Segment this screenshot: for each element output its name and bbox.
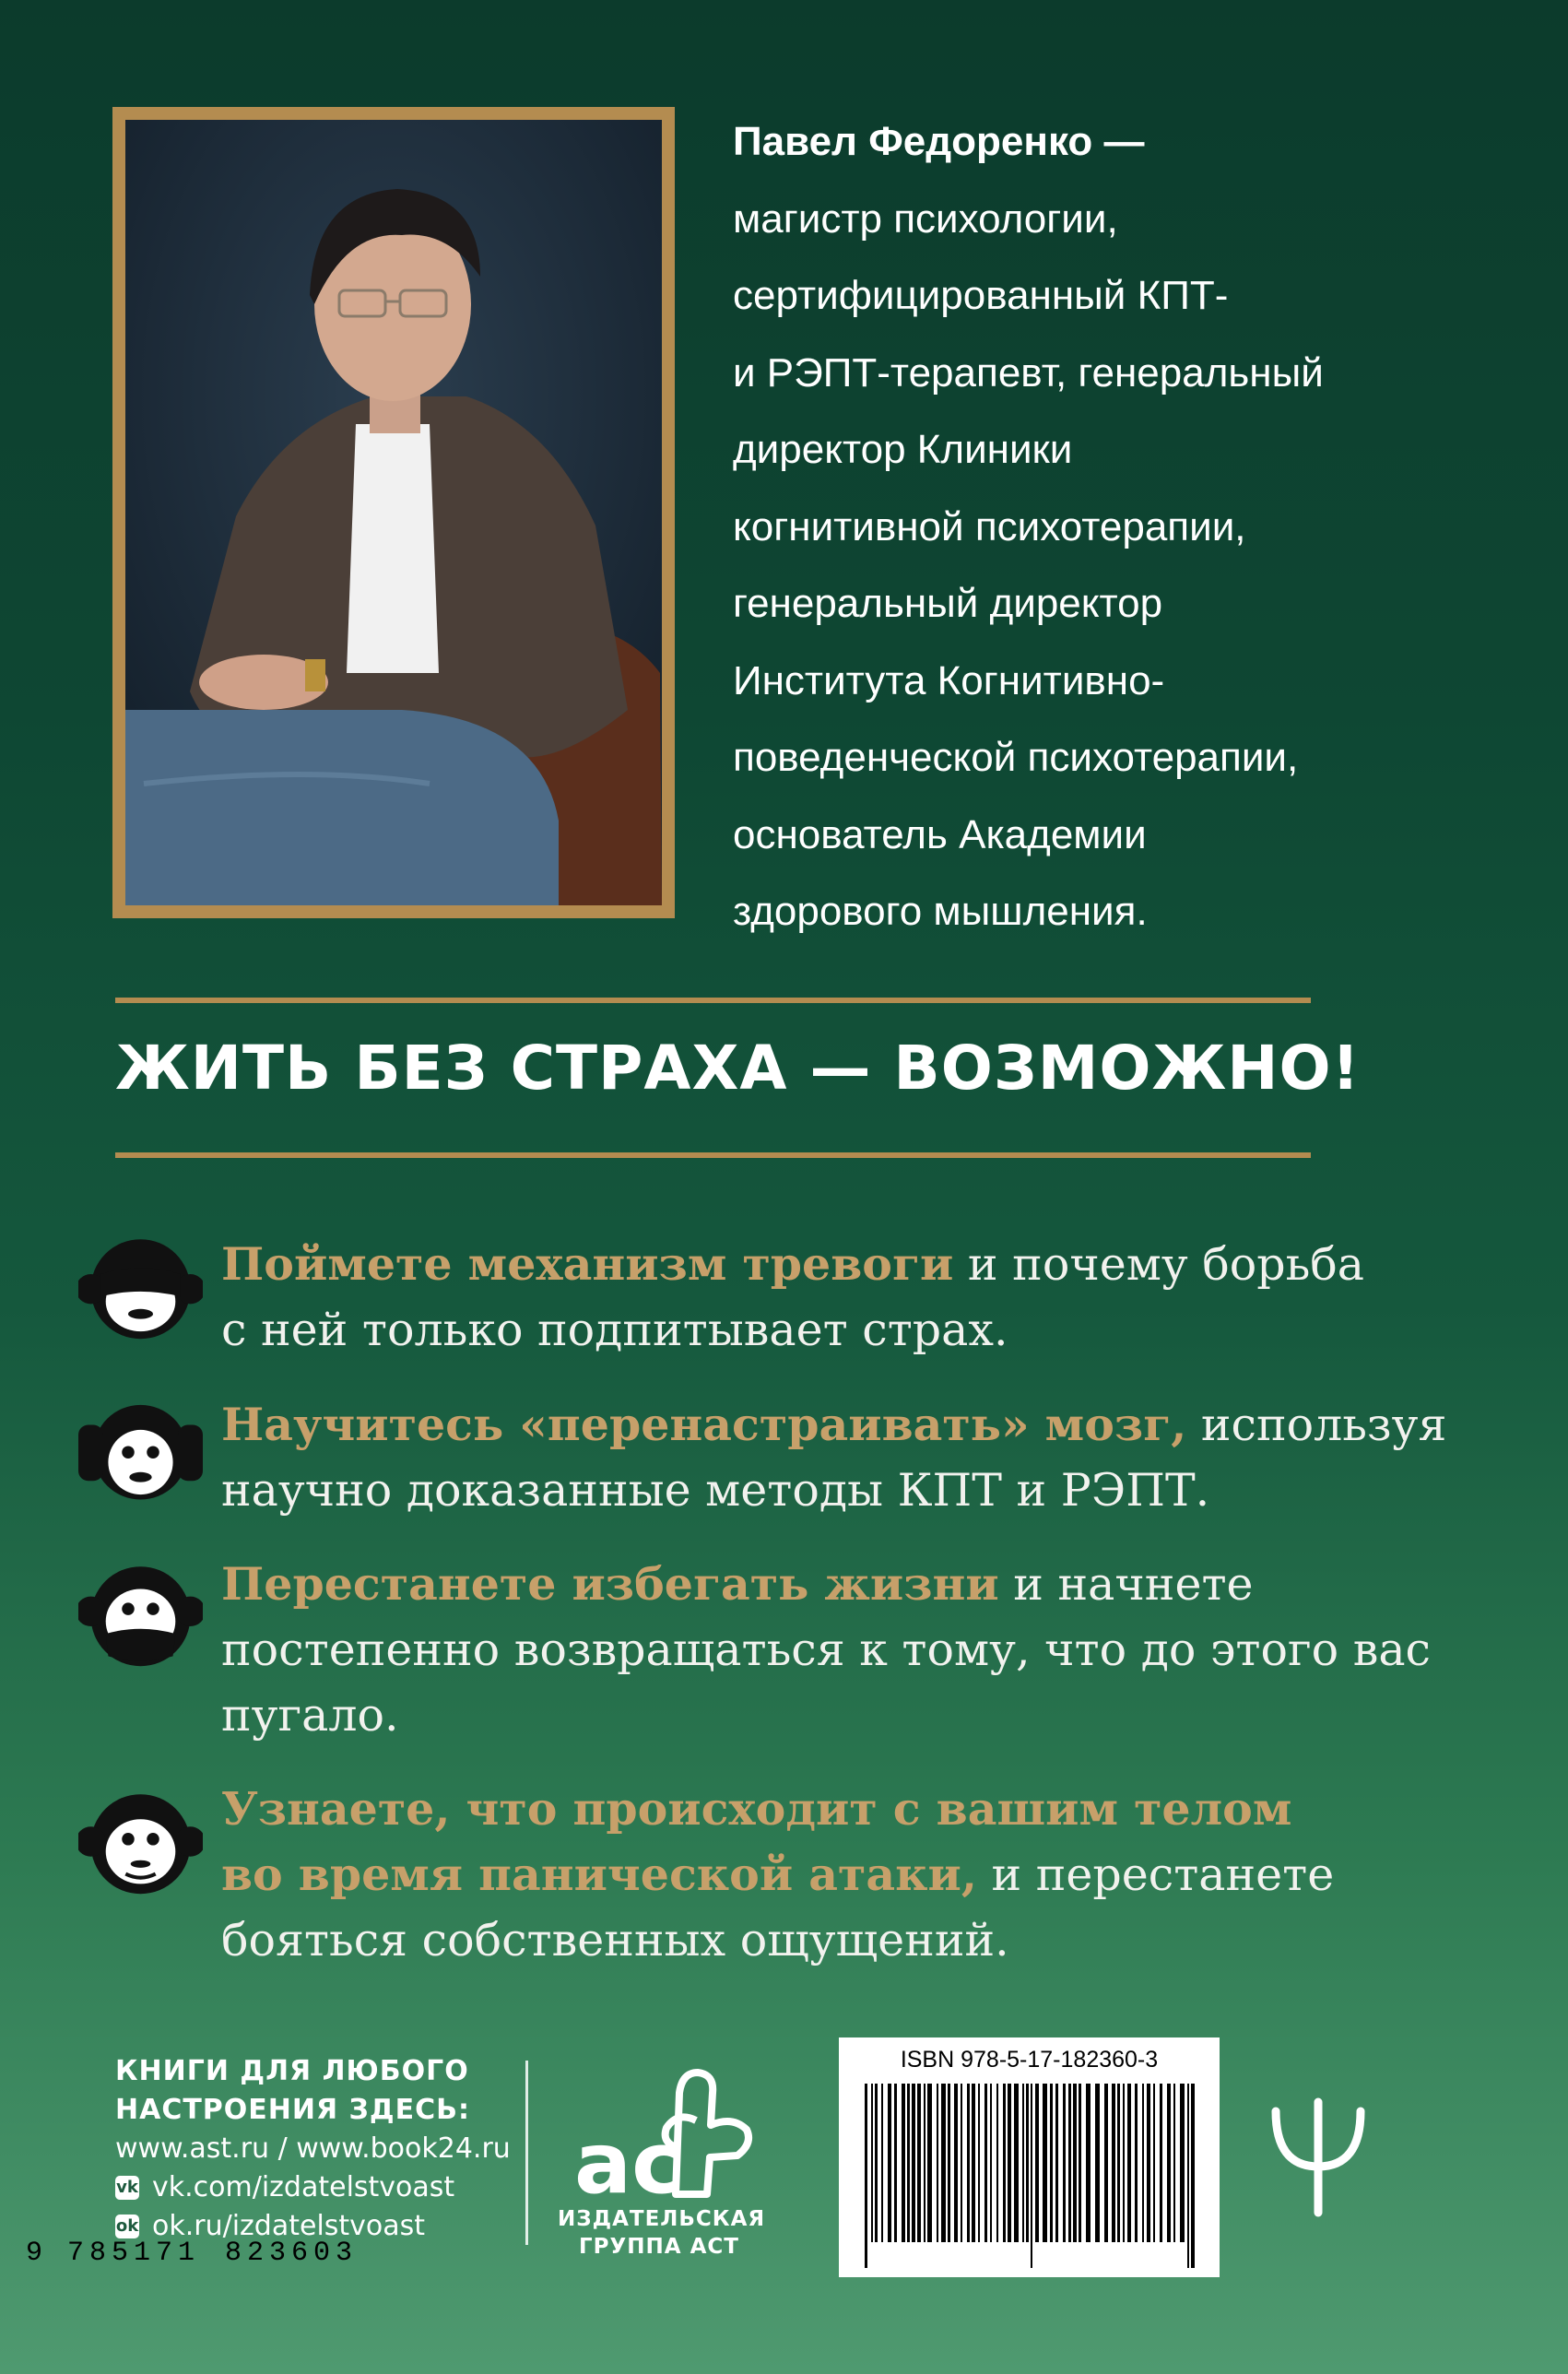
barcode-bar (871, 2084, 873, 2242)
benefit-text: пугало. (221, 1689, 399, 1742)
ok-icon: ok (115, 2215, 139, 2238)
contacts-heading: КНИГИ ДЛЯ ЛЮБОГО (115, 2055, 469, 2087)
barcode-bar (924, 2084, 925, 2242)
barcode-bar (865, 2084, 867, 2268)
barcode-bar (1147, 2084, 1150, 2242)
barcode-bar (881, 2084, 883, 2242)
benefit-text: научно доказанные методы КПТ и РЭПТ. (221, 1464, 1210, 1517)
ean-digit-group: 9 (26, 2238, 43, 2269)
footer-divider (525, 2061, 528, 2245)
barcode-bar (1153, 2084, 1155, 2242)
bio-line: основатель Академии (733, 811, 1147, 857)
benefit-highlight: Перестанете избегать жизни (221, 1557, 999, 1611)
publisher-caption-line: ГРУППА АСТ (579, 2235, 739, 2259)
bio-line: магистр психологии, (733, 195, 1118, 242)
barcode-bar (875, 2084, 878, 2242)
divider-top (115, 998, 1311, 1003)
bio-line: директор Клиники (733, 427, 1073, 472)
barcode-bar (1117, 2084, 1120, 2242)
monkey-face-icon (78, 1779, 203, 1904)
barcode-bar (996, 2084, 998, 2242)
monkey-speak-no-evil-icon (78, 1552, 203, 1676)
barcode-bar (1073, 2084, 1077, 2242)
barcode-bar (984, 2084, 987, 2242)
barcode-bar (941, 2084, 946, 2242)
barcode-bar (1142, 2084, 1144, 2242)
barcode-bar (978, 2084, 980, 2242)
bio-line: генеральный директор (733, 581, 1163, 626)
barcode-bar (972, 2084, 975, 2242)
barcode-bar (917, 2084, 921, 2242)
barcode-bar (937, 2084, 938, 2242)
barcode-bar (1079, 2084, 1081, 2242)
benefit-highlight: во время панической атаки, (221, 1848, 977, 1901)
bio-line: сертифицированный КПТ- (733, 273, 1229, 318)
barcode-bar (1068, 2084, 1071, 2242)
barcode-bar (902, 2084, 905, 2242)
barcode-bar (927, 2084, 932, 2242)
barcode-bar (1026, 2084, 1029, 2242)
barcode-bar (954, 2084, 958, 2242)
barcode-bar (1123, 2084, 1125, 2242)
isbn-barcode (839, 2037, 1220, 2277)
bio-line: здорового мышления. (733, 889, 1148, 934)
barcode-bar (967, 2084, 970, 2242)
barcode-bar (1187, 2084, 1189, 2268)
barcode-bar (1031, 2084, 1032, 2268)
author-bio (733, 103, 1397, 951)
benefit-item (221, 1552, 1431, 1748)
barcode-bar (912, 2084, 915, 2242)
psi-icon (1263, 2093, 1373, 2222)
benefit-item (221, 1232, 1373, 1363)
contacts-heading: НАСТРОЕНИЯ ЗДЕСЬ: (115, 2094, 470, 2126)
barcode-bar (990, 2084, 992, 2242)
publisher-caption (558, 2205, 766, 2261)
vk-link[interactable] (115, 2168, 511, 2207)
barcode-bar (1135, 2084, 1138, 2242)
barcode-bar (1104, 2084, 1108, 2242)
barcode-bar (948, 2084, 950, 2242)
monkey-see-no-evil-icon (78, 1224, 203, 1349)
ean-digit-group: 785171 (66, 2238, 200, 2269)
barcode-bar (1003, 2084, 1006, 2242)
barcode-bar (1095, 2084, 1100, 2242)
benefit-text: с ней только подпитывает страх. (221, 1304, 1008, 1356)
barcode-bar (888, 2084, 891, 2242)
barcode-bar (1055, 2084, 1058, 2242)
barcode-bar (1127, 2084, 1131, 2242)
vk-icon: vk (115, 2176, 139, 2200)
barcode-bar (1063, 2084, 1066, 2242)
divider-bottom (115, 1152, 1311, 1158)
benefit-highlight: Поймете механизм тревоги (221, 1237, 954, 1291)
benefit-item (221, 1777, 1373, 1973)
barcode-bar (1014, 2084, 1019, 2242)
vk-link-text: vk.com/izdatelstvoast (152, 2171, 455, 2203)
barcode-bar (1050, 2084, 1053, 2242)
barcode-bar (1022, 2084, 1024, 2242)
benefit-text: используя (1186, 1399, 1447, 1451)
ean-digit-group: 823603 (224, 2238, 358, 2269)
benefit-text: и начнете (998, 1558, 1254, 1611)
benefit-text: бояться собственных ощущений. (221, 1914, 1009, 1967)
ok-link-text: ok.ru/izdatelstvoast (152, 2210, 426, 2242)
barcode-bar (1160, 2084, 1162, 2242)
publisher-caption-line: ИЗДАТЕЛЬСКАЯ (558, 2207, 766, 2231)
ast-logo-text: ac (574, 2114, 682, 2213)
barcode-digits (26, 2238, 358, 2269)
barcode-bar (894, 2084, 897, 2242)
benefit-text: и почему борьба (953, 1238, 1364, 1291)
barcode-bar (1035, 2084, 1039, 2242)
website-links[interactable]: www.ast.ru / www.book24.ru (115, 2132, 511, 2165)
barcode-bar (1043, 2084, 1047, 2242)
headline: ЖИТЬ БЕЗ СТРАХА — ВОЗМОЖНО! (115, 1033, 1361, 1104)
barcode-bar (1191, 2084, 1195, 2268)
monkey-hear-no-evil-icon (78, 1388, 203, 1512)
benefit-highlight: Научитесь «перенастраивать» мозг, (221, 1398, 1187, 1451)
bio-line: Института Когнитивно- (733, 657, 1165, 703)
barcode-bar (1086, 2084, 1091, 2242)
publisher-contacts (115, 2052, 511, 2246)
isbn-number: ISBN 978-5-17-182360-3 (900, 2047, 1159, 2073)
bio-line: поведенческой психотерапии, (733, 735, 1299, 780)
benefit-text: постепенно возвращаться к тому, что до этого вас (221, 1624, 1431, 1676)
barcode-bar (1112, 2084, 1115, 2242)
barcode-bar (1008, 2084, 1011, 2242)
barcode-bar (1180, 2084, 1185, 2242)
benefit-highlight: Узнаете, что происходит с вашим телом (221, 1782, 1292, 1836)
benefit-item (221, 1392, 1447, 1523)
bio-line: и РЭПТ-терапевт, генеральный (733, 349, 1324, 396)
barcode-bar (1173, 2084, 1175, 2242)
barcode-bar (907, 2084, 910, 2242)
benefit-text: и перестанете (976, 1848, 1335, 1901)
author-photo (112, 107, 675, 918)
bio-line: когнитивной психотерапии, (733, 503, 1246, 549)
barcode-bar (961, 2084, 962, 2242)
author-name: Павел Федоренко — (733, 119, 1145, 164)
barcode-bar (1167, 2084, 1171, 2242)
barcode-bars (865, 2084, 1197, 2268)
